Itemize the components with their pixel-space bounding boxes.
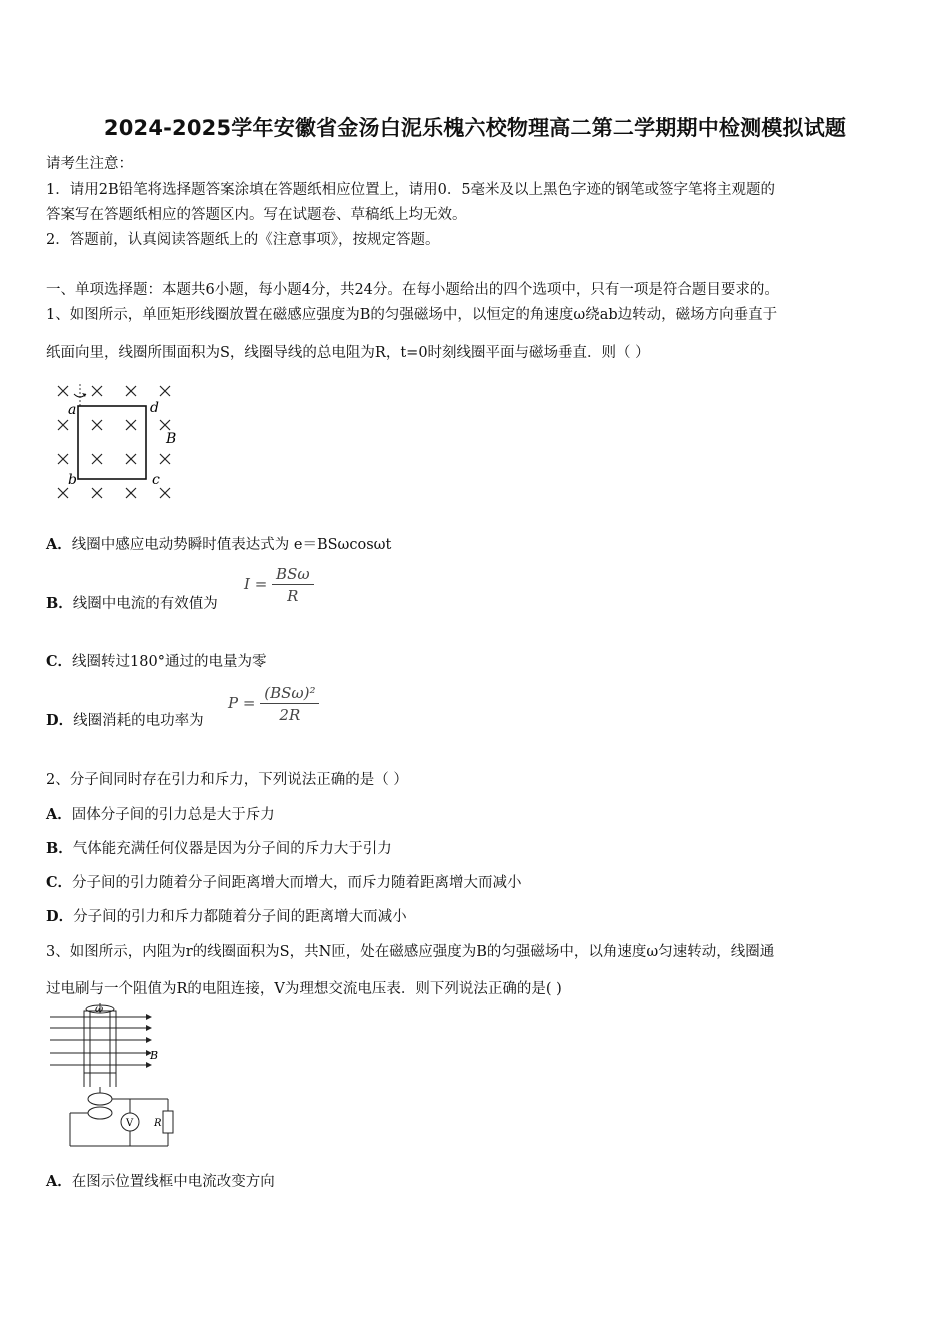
option-key: D． [46, 712, 74, 729]
q1-stem-line-1: 1、如图所示，单匝矩形线圈放置在磁感应强度为B的匀强磁场中，以恒定的角速度ω绕ab边转动，磁场方向垂直于 [46, 307, 778, 323]
option-key: A． [46, 1173, 72, 1190]
option-text: 分子间的引力随着分子间距离增大而增大，而斥力随着距离增大而减小 [72, 875, 522, 891]
option-text: 线圈消耗的电功率为 [73, 713, 204, 729]
option-key: C． [46, 653, 73, 670]
q1-option-b-formula [244, 565, 314, 605]
notice-item-1-line-1: 1．请用2B铅笔将选择题答案涂填在答题纸相应位置上，请用0．5毫米及以上黑色字迹的钢笔或签字笔将主观题的 [46, 182, 776, 198]
option-key: D． [46, 908, 74, 925]
section-heading: 一、单项选择题：本题共6小题，每小题4分，共24分。在每小题给出的四个选项中，只有一项是符合题目要求的。 [46, 282, 779, 298]
q1-option-d-formula [228, 684, 319, 724]
q2-option-a[interactable] [46, 803, 275, 824]
option-key: B． [46, 595, 73, 612]
q1-stem-line-2: 纸面向里，线圈所围面积为S，线圈导线的总电阻为R，t=0时刻线圈平面与磁场垂直．则（ ） [46, 345, 650, 361]
option-key: B． [46, 840, 73, 857]
label-B-field: B [166, 431, 177, 447]
formula-lhs: I = [244, 575, 268, 593]
option-text: 在图示位置线框中电流改变方向 [71, 1174, 275, 1190]
formula-numerator: (BSω)² [260, 684, 319, 704]
option-text: 线圈转过180°通过的电量为零 [72, 654, 267, 670]
notice-item-2: 2．答题前，认真阅读答题纸上的《注意事项》，按规定答题。 [46, 232, 440, 248]
notice-heading: 请考生注意： [46, 156, 133, 172]
option-text: 分子间的引力和斥力都随着分子间的距离增大而减小 [73, 909, 407, 925]
option-key: A． [46, 806, 72, 823]
q1-option-c[interactable] [46, 650, 266, 671]
q1-option-b[interactable] [46, 592, 218, 613]
q2-option-c[interactable] [46, 871, 522, 892]
label-c: c [152, 472, 160, 488]
label-d: d [150, 400, 159, 416]
label-a: a [68, 402, 77, 418]
option-text: 气体能充满任何仪器是因为分子间的斥力大于引力 [72, 841, 392, 857]
option-text: 固体分子间的引力总是大于斥力 [71, 807, 275, 823]
formula-numerator: BSω [272, 565, 314, 585]
label-omega: ω [95, 1004, 104, 1015]
option-key: C． [46, 874, 73, 891]
option-text: 线圈中感应电动势瞬时值表达式为 e＝BSωcosωt [71, 537, 392, 553]
q2-option-d[interactable] [46, 905, 407, 926]
q1-figure-coil-in-field [52, 380, 182, 505]
q1-option-a[interactable] [46, 533, 391, 554]
label-b: b [68, 472, 77, 488]
q2-option-b[interactable] [46, 837, 392, 858]
label-resistor: R [154, 1118, 162, 1129]
formula-lhs: P = [228, 694, 256, 712]
page-title: 2024-2025学年安徽省金汤白泥乐槐六校物理高二第二学期期中检测模拟试题 [103, 116, 847, 140]
q2-stem: 2、分子间同时存在引力和斥力，下列说法正确的是（ ） [46, 772, 408, 788]
q3-stem-line-1: 3、如图所示，内阻为r的线圈面积为S，共N匝，处在磁感应强度为B的匀强磁场中，以角速度ω匀速转动，线圈通 [46, 944, 775, 960]
q3-option-a[interactable] [46, 1170, 275, 1191]
q3-figure-generator-circuit [46, 1003, 186, 1153]
coil-rectangle [78, 406, 146, 479]
option-key: A． [46, 536, 72, 553]
formula-denominator: R [287, 587, 299, 605]
formula-denominator: 2R [279, 706, 301, 724]
label-voltmeter: V [126, 1118, 134, 1129]
label-B-field: B [150, 1049, 159, 1062]
q1-option-d[interactable] [46, 709, 204, 730]
option-text: 线圈中电流的有效值为 [72, 596, 218, 612]
q3-stem-line-2: 过电刷与一个阻值为R的电阻连接，V为理想交流电压表．则下列说法正确的是( ) [46, 981, 562, 997]
notice-item-1-line-2: 答案写在答题纸相应的答题区内。写在试题卷、草稿纸上均无效。 [46, 207, 467, 223]
